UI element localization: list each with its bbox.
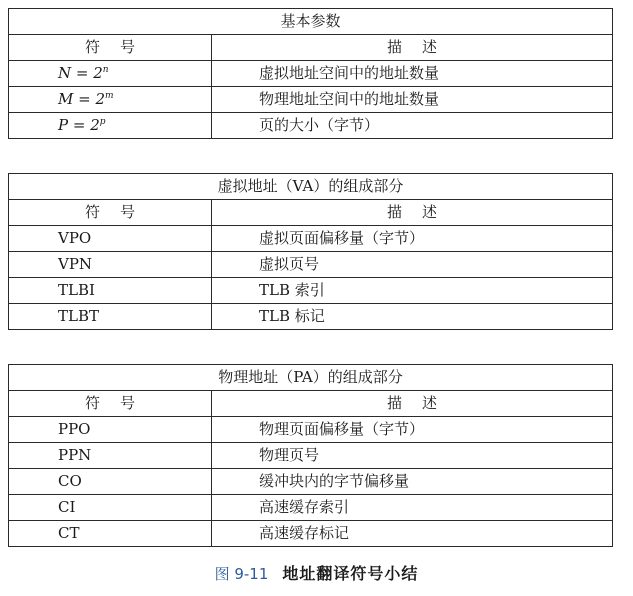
- table-row: [9, 521, 613, 547]
- table-row: [9, 113, 613, 139]
- description-cell: TLB 索引: [212, 278, 613, 304]
- table-title: 基本参数: [9, 9, 613, 35]
- physical-address-table: [8, 364, 613, 547]
- figure-title: 地址翻译符号小结: [282, 564, 419, 583]
- column-header-description: 描述: [212, 391, 613, 417]
- symbol-cell: CO: [9, 469, 212, 495]
- symbol-cell: VPO: [9, 226, 212, 252]
- column-header-description: 描述: [212, 35, 613, 61]
- description-cell: 高速缓存索引: [212, 495, 613, 521]
- table-row: [9, 87, 613, 113]
- table-title: 虚拟地址（VA）的组成部分: [9, 174, 613, 200]
- description-cell: 高速缓存标记: [212, 521, 613, 547]
- description-cell: 物理页号: [212, 443, 613, 469]
- table-row: [9, 443, 613, 469]
- symbol-cell: TLBT: [9, 304, 212, 330]
- column-header-description: 描述: [212, 200, 613, 226]
- table-row: [9, 495, 613, 521]
- table-row: [9, 417, 613, 443]
- table-header-row: [9, 35, 613, 61]
- symbol-cell: PPN: [9, 443, 212, 469]
- symbol-cell: $P = 2^p$: [9, 113, 212, 139]
- description-cell: 物理页面偏移量（字节）: [212, 417, 613, 443]
- symbol-cell: $N = 2^n$: [9, 61, 212, 87]
- table-title-row: [9, 174, 613, 200]
- table-row: [9, 304, 613, 330]
- table-title-row: [9, 9, 613, 35]
- virtual-address-table: [8, 173, 613, 330]
- column-header-symbol: 符号: [9, 391, 212, 417]
- table-row: [9, 469, 613, 495]
- symbol-cell: $M = 2^m$: [9, 87, 212, 113]
- description-cell: 页的大小（字节）: [212, 113, 613, 139]
- basic-parameters-table: [8, 8, 613, 139]
- description-cell: TLB 标记: [212, 304, 613, 330]
- description-cell: 虚拟页号: [212, 252, 613, 278]
- symbol-cell: CI: [9, 495, 212, 521]
- table-header-row: [9, 200, 613, 226]
- column-header-symbol: 符号: [9, 35, 212, 61]
- table-title: 物理地址（PA）的组成部分: [9, 365, 613, 391]
- symbol-cell: TLBI: [9, 278, 212, 304]
- figure-caption: [0, 561, 633, 584]
- table-row: [9, 226, 613, 252]
- table-title-row: [9, 365, 613, 391]
- description-cell: 缓冲块内的字节偏移量: [212, 469, 613, 495]
- symbol-cell: PPO: [9, 417, 212, 443]
- table-header-row: [9, 391, 613, 417]
- table-row: [9, 278, 613, 304]
- figure-number: 图 9-11: [214, 565, 269, 583]
- description-cell: 虚拟地址空间中的地址数量: [212, 61, 613, 87]
- description-cell: 虚拟页面偏移量（字节）: [212, 226, 613, 252]
- description-cell: 物理地址空间中的地址数量: [212, 87, 613, 113]
- column-header-symbol: 符号: [9, 200, 212, 226]
- symbol-cell: CT: [9, 521, 212, 547]
- symbol-cell: VPN: [9, 252, 212, 278]
- table-row: [9, 252, 613, 278]
- table-row: [9, 61, 613, 87]
